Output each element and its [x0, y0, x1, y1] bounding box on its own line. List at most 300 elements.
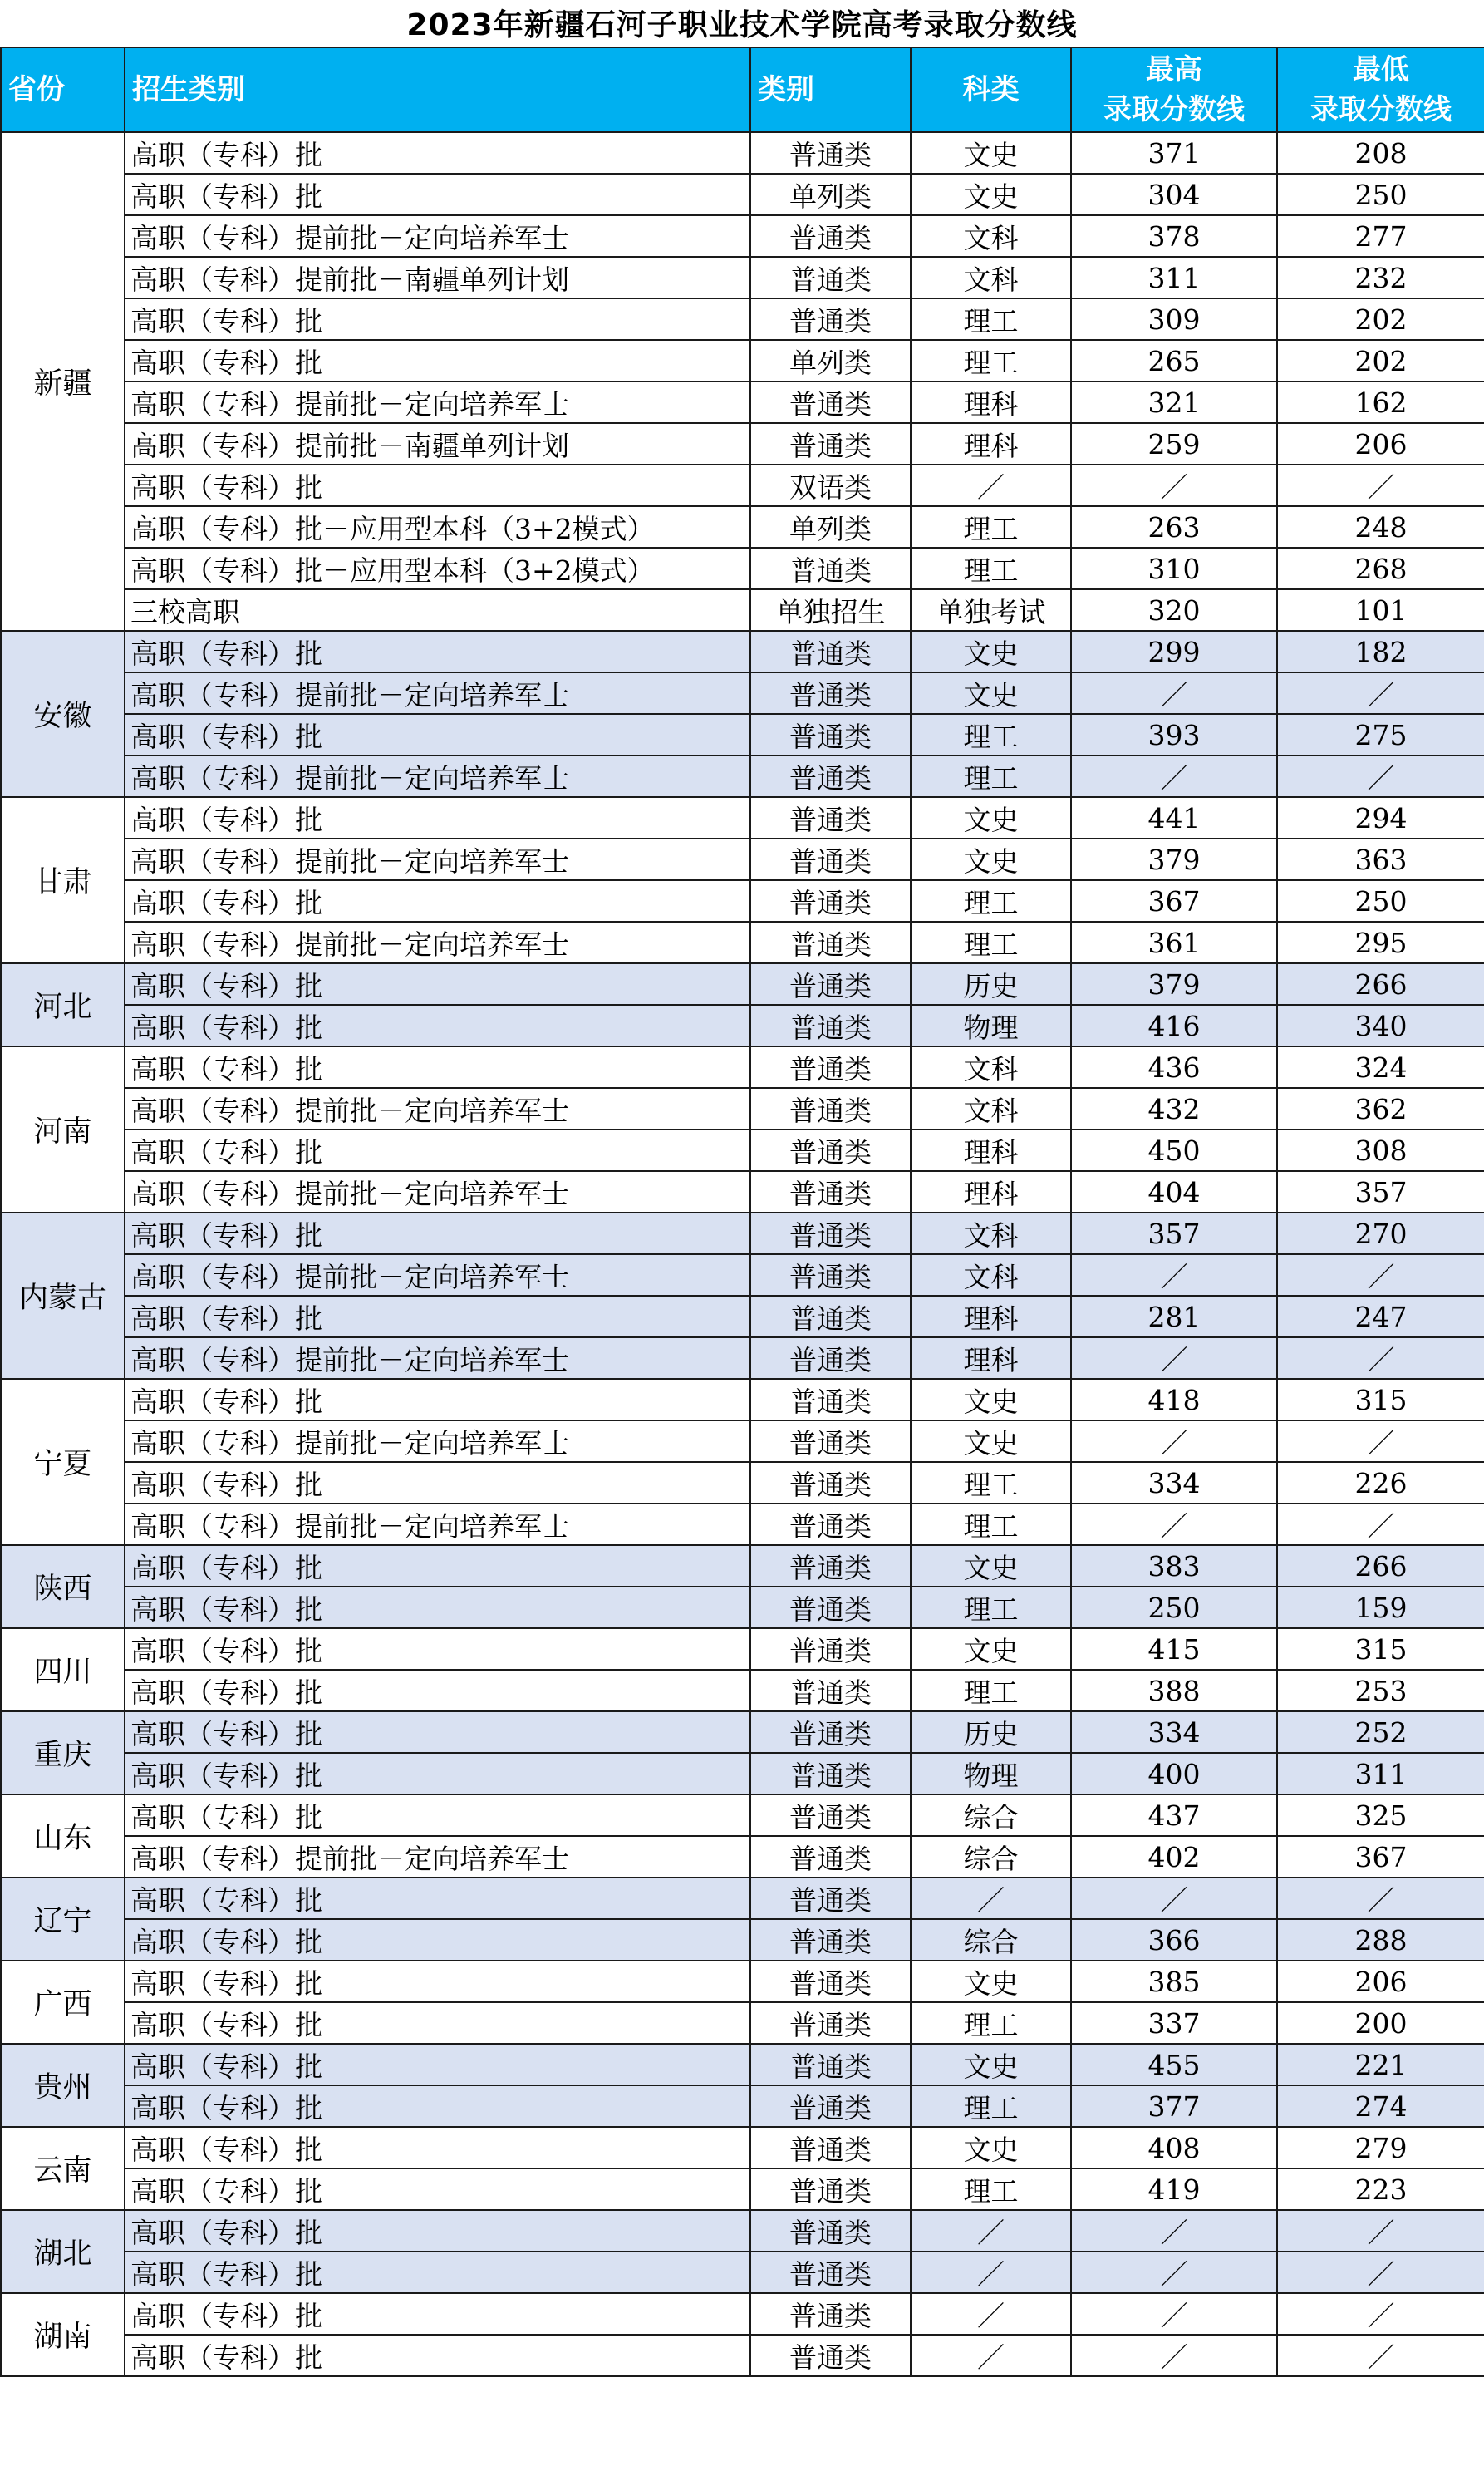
batch-cell: 高职（专科）批 [125, 2293, 750, 2335]
category-cell: 普通类 [750, 797, 911, 839]
max-score-cell: 402 [1071, 1836, 1277, 1878]
max-score-cell: 367 [1071, 880, 1277, 922]
category-cell: 普通类 [750, 2002, 911, 2044]
subject-cell: 文史 [911, 174, 1071, 215]
min-score-cell: 250 [1277, 880, 1484, 922]
subject-cell: 理工 [911, 880, 1071, 922]
table-row [1, 1878, 1484, 1919]
header-subject: 科类 [911, 47, 1071, 132]
table-row [1, 1088, 1484, 1130]
min-score-cell: ／ [1277, 756, 1484, 797]
min-score-cell: 253 [1277, 1670, 1484, 1711]
batch-cell: 高职（专科）批 [125, 1379, 750, 1420]
category-cell: 普通类 [750, 2168, 911, 2210]
batch-cell: 高职（专科）批 [125, 2044, 750, 2085]
category-cell: 单独招生 [750, 589, 911, 631]
table-row [1, 672, 1484, 714]
subject-cell: 综合 [911, 1919, 1071, 1961]
province-cell: 安徽 [1, 631, 125, 797]
subject-cell: 历史 [911, 963, 1071, 1005]
subject-cell: 理工 [911, 1587, 1071, 1628]
subject-cell: 文科 [911, 1213, 1071, 1254]
max-score-cell: 259 [1071, 423, 1277, 465]
subject-cell: 物理 [911, 1753, 1071, 1794]
table-row [1, 1919, 1484, 1961]
batch-cell: 高职（专科）提前批－定向培养军士 [125, 1836, 750, 1878]
min-score-cell: 324 [1277, 1046, 1484, 1088]
min-score-cell: 315 [1277, 1628, 1484, 1670]
batch-cell: 高职（专科）批 [125, 797, 750, 839]
category-cell: 普通类 [750, 1794, 911, 1836]
max-score-cell: 334 [1071, 1711, 1277, 1753]
min-score-cell: 247 [1277, 1296, 1484, 1337]
batch-cell: 高职（专科）批 [125, 1794, 750, 1836]
min-score-cell: ／ [1277, 2335, 1484, 2376]
category-cell: 普通类 [750, 880, 911, 922]
batch-cell: 高职（专科）批 [125, 1296, 750, 1337]
max-score-cell: 310 [1071, 548, 1277, 589]
subject-cell: 理科 [911, 423, 1071, 465]
table-row [1, 340, 1484, 381]
table-row [1, 215, 1484, 257]
table-row [1, 465, 1484, 506]
province-cell: 甘肃 [1, 797, 125, 963]
max-score-cell: 377 [1071, 2085, 1277, 2127]
category-cell: 普通类 [750, 132, 911, 174]
table-row [1, 2252, 1484, 2293]
table-row [1, 381, 1484, 423]
max-score-cell: ／ [1071, 2335, 1277, 2376]
table-row [1, 2044, 1484, 2085]
min-score-cell: 315 [1277, 1379, 1484, 1420]
min-score-cell: 325 [1277, 1794, 1484, 1836]
min-score-cell: 363 [1277, 839, 1484, 880]
category-cell: 普通类 [750, 1670, 911, 1711]
min-score-cell: 200 [1277, 2002, 1484, 2044]
min-score-cell: ／ [1277, 1878, 1484, 1919]
category-cell: 普通类 [750, 839, 911, 880]
table-row [1, 1005, 1484, 1046]
max-score-cell: 383 [1071, 1545, 1277, 1587]
table-row [1, 2210, 1484, 2252]
subject-cell: 理工 [911, 922, 1071, 963]
table-row [1, 1587, 1484, 1628]
table-row [1, 631, 1484, 672]
batch-cell: 高职（专科）批 [125, 1711, 750, 1753]
max-score-cell: 265 [1071, 340, 1277, 381]
category-cell: 普通类 [750, 1711, 911, 1753]
max-score-cell: ／ [1071, 1504, 1277, 1545]
table-row [1, 1711, 1484, 1753]
table-row [1, 1794, 1484, 1836]
min-score-cell: 206 [1277, 423, 1484, 465]
table-row [1, 756, 1484, 797]
subject-cell: 文史 [911, 132, 1071, 174]
category-cell: 单列类 [750, 174, 911, 215]
max-score-cell: 334 [1071, 1462, 1277, 1504]
subject-cell: ／ [911, 2210, 1071, 2252]
province-cell: 辽宁 [1, 1878, 125, 1961]
table-row [1, 2002, 1484, 2044]
subject-cell: 理工 [911, 1504, 1071, 1545]
max-score-cell: 455 [1071, 2044, 1277, 2085]
batch-cell: 高职（专科）批 [125, 2252, 750, 2293]
batch-cell: 高职（专科）提前批－南疆单列计划 [125, 257, 750, 298]
table-row [1, 1046, 1484, 1088]
batch-cell: 高职（专科）批 [125, 1919, 750, 1961]
batch-cell: 高职（专科）批 [125, 1587, 750, 1628]
min-score-cell: 275 [1277, 714, 1484, 756]
category-cell: 普通类 [750, 1753, 911, 1794]
batch-cell: 高职（专科）批 [125, 2127, 750, 2168]
subject-cell: 文史 [911, 1545, 1071, 1587]
table-row [1, 2127, 1484, 2168]
max-score-cell: 441 [1071, 797, 1277, 839]
max-score-cell: 432 [1071, 1088, 1277, 1130]
max-score-cell: 263 [1071, 506, 1277, 548]
table-row [1, 1296, 1484, 1337]
category-cell: 普通类 [750, 1254, 911, 1296]
subject-cell: ／ [911, 2293, 1071, 2335]
subject-cell: 文史 [911, 672, 1071, 714]
batch-cell: 高职（专科）提前批－定向培养军士 [125, 1337, 750, 1379]
category-cell: 普通类 [750, 1005, 911, 1046]
subject-cell: 理工 [911, 548, 1071, 589]
table-row [1, 548, 1484, 589]
batch-cell: 高职（专科）批 [125, 1046, 750, 1088]
table-body [1, 132, 1484, 2376]
min-score-cell: 367 [1277, 1836, 1484, 1878]
max-score-cell: 415 [1071, 1628, 1277, 1670]
table-row [1, 1254, 1484, 1296]
subject-cell: 理工 [911, 756, 1071, 797]
min-score-cell: ／ [1277, 1254, 1484, 1296]
max-score-cell: 281 [1071, 1296, 1277, 1337]
table-header [1, 47, 1484, 132]
batch-cell: 高职（专科）批 [125, 1753, 750, 1794]
batch-cell: 高职（专科）提前批－定向培养军士 [125, 756, 750, 797]
batch-cell: 高职（专科）提前批－定向培养军士 [125, 215, 750, 257]
batch-cell: 高职（专科）批 [125, 340, 750, 381]
min-score-cell: ／ [1277, 2252, 1484, 2293]
batch-cell: 高职（专科）批 [125, 2335, 750, 2376]
subject-cell: 理工 [911, 2085, 1071, 2127]
max-score-cell: ／ [1071, 1337, 1277, 1379]
min-score-cell: 159 [1277, 1587, 1484, 1628]
min-score-cell: ／ [1277, 465, 1484, 506]
table-row [1, 880, 1484, 922]
batch-cell: 高职（专科）批 [125, 1213, 750, 1254]
subject-cell: 文史 [911, 797, 1071, 839]
subject-cell: 综合 [911, 1794, 1071, 1836]
min-score-cell: ／ [1277, 2293, 1484, 2335]
subject-cell: 文科 [911, 1254, 1071, 1296]
batch-cell: 高职（专科）提前批－定向培养军士 [125, 1088, 750, 1130]
subject-cell: 文史 [911, 1961, 1071, 2002]
category-cell: 普通类 [750, 756, 911, 797]
province-cell: 内蒙古 [1, 1213, 125, 1379]
min-score-cell: 221 [1277, 2044, 1484, 2085]
subject-cell: 文史 [911, 839, 1071, 880]
province-cell: 宁夏 [1, 1379, 125, 1545]
subject-cell: 文史 [911, 1628, 1071, 1670]
max-score-cell: 250 [1071, 1587, 1277, 1628]
subject-cell: 物理 [911, 1005, 1071, 1046]
min-score-cell: ／ [1277, 1504, 1484, 1545]
max-score-cell: ／ [1071, 1420, 1277, 1462]
min-score-cell: 202 [1277, 298, 1484, 340]
max-score-cell: 371 [1071, 132, 1277, 174]
table-row [1, 1753, 1484, 1794]
category-cell: 普通类 [750, 1130, 911, 1171]
min-score-cell: ／ [1277, 2210, 1484, 2252]
batch-cell: 高职（专科）提前批－定向培养军士 [125, 1254, 750, 1296]
min-score-cell: 202 [1277, 340, 1484, 381]
subject-cell: 文史 [911, 631, 1071, 672]
table-row [1, 922, 1484, 963]
subject-cell: 文史 [911, 2127, 1071, 2168]
subject-cell: ／ [911, 1878, 1071, 1919]
category-cell: 普通类 [750, 1462, 911, 1504]
max-score-cell: 404 [1071, 1171, 1277, 1213]
category-cell: 双语类 [750, 465, 911, 506]
category-cell: 普通类 [750, 298, 911, 340]
subject-cell: 理科 [911, 1296, 1071, 1337]
table-row [1, 1836, 1484, 1878]
min-score-cell: ／ [1277, 1420, 1484, 1462]
max-score-cell: 304 [1071, 174, 1277, 215]
min-score-cell: 162 [1277, 381, 1484, 423]
subject-cell: 历史 [911, 1711, 1071, 1753]
subject-cell: ／ [911, 2252, 1071, 2293]
min-score-cell: 274 [1277, 2085, 1484, 2127]
subject-cell: 理科 [911, 381, 1071, 423]
category-cell: 普通类 [750, 423, 911, 465]
batch-cell: 高职（专科）批 [125, 880, 750, 922]
subject-cell: 文科 [911, 257, 1071, 298]
table-row [1, 1462, 1484, 1504]
category-cell: 单列类 [750, 340, 911, 381]
admission-score-table [0, 47, 1484, 2377]
min-score-cell: 357 [1277, 1171, 1484, 1213]
header-max-line1: 最高 [1146, 53, 1202, 86]
batch-cell: 高职（专科）批 [125, 1670, 750, 1711]
max-score-cell: 388 [1071, 1670, 1277, 1711]
subject-cell: 单独考试 [911, 589, 1071, 631]
batch-cell: 高职（专科）提前批－南疆单列计划 [125, 423, 750, 465]
max-score-cell: 385 [1071, 1961, 1277, 2002]
batch-cell: 高职（专科）提前批－定向培养军士 [125, 922, 750, 963]
subject-cell: 理科 [911, 1130, 1071, 1171]
subject-cell: 文史 [911, 1379, 1071, 1420]
min-score-cell: 252 [1277, 1711, 1484, 1753]
min-score-cell: 362 [1277, 1088, 1484, 1130]
batch-cell: 高职（专科）批 [125, 465, 750, 506]
batch-cell: 高职（专科）批 [125, 2210, 750, 2252]
subject-cell: 文科 [911, 1088, 1071, 1130]
header-max-line2: 录取分数线 [1103, 93, 1245, 126]
batch-cell: 高职（专科）批 [125, 2085, 750, 2127]
batch-cell: 高职（专科）批 [125, 1545, 750, 1587]
header-min-score [1277, 47, 1484, 132]
max-score-cell: 366 [1071, 1919, 1277, 1961]
category-cell: 普通类 [750, 1628, 911, 1670]
batch-cell: 高职（专科）批 [125, 1462, 750, 1504]
min-score-cell: 250 [1277, 174, 1484, 215]
batch-cell: 高职（专科）批 [125, 2168, 750, 2210]
batch-cell: 高职（专科）提前批－定向培养军士 [125, 839, 750, 880]
subject-cell: 文科 [911, 215, 1071, 257]
table-row [1, 257, 1484, 298]
batch-cell: 高职（专科）批 [125, 1961, 750, 2002]
table-row [1, 132, 1484, 174]
max-score-cell: 450 [1071, 1130, 1277, 1171]
subject-cell: 理工 [911, 1462, 1071, 1504]
max-score-cell: 379 [1071, 963, 1277, 1005]
min-score-cell: ／ [1277, 672, 1484, 714]
min-score-cell: 223 [1277, 2168, 1484, 2210]
header-row [1, 47, 1484, 132]
category-cell: 普通类 [750, 963, 911, 1005]
category-cell: 普通类 [750, 2210, 911, 2252]
max-score-cell: ／ [1071, 2293, 1277, 2335]
table-row [1, 1379, 1484, 1420]
table-row [1, 1670, 1484, 1711]
table-row [1, 1213, 1484, 1254]
category-cell: 普通类 [750, 215, 911, 257]
category-cell: 普通类 [750, 1587, 911, 1628]
table-row [1, 298, 1484, 340]
category-cell: 普通类 [750, 1919, 911, 1961]
min-score-cell: ／ [1277, 1337, 1484, 1379]
category-cell: 普通类 [750, 2127, 911, 2168]
category-cell: 普通类 [750, 2252, 911, 2293]
table-row [1, 963, 1484, 1005]
min-score-cell: 206 [1277, 1961, 1484, 2002]
batch-cell: 高职（专科）提前批－定向培养军士 [125, 1171, 750, 1213]
table-row [1, 1130, 1484, 1171]
category-cell: 普通类 [750, 2293, 911, 2335]
table-row [1, 1337, 1484, 1379]
max-score-cell: 400 [1071, 1753, 1277, 1794]
header-min-line2: 录取分数线 [1310, 93, 1452, 126]
category-cell: 普通类 [750, 1504, 911, 1545]
subject-cell: 综合 [911, 1836, 1071, 1878]
table-row [1, 839, 1484, 880]
subject-cell: 理工 [911, 2002, 1071, 2044]
min-score-cell: 340 [1277, 1005, 1484, 1046]
min-score-cell: 268 [1277, 548, 1484, 589]
category-cell: 普通类 [750, 672, 911, 714]
category-cell: 普通类 [750, 922, 911, 963]
table-row [1, 1961, 1484, 2002]
max-score-cell: 337 [1071, 2002, 1277, 2044]
header-batch: 招生类别 [125, 47, 750, 132]
batch-cell: 高职（专科）批 [125, 1878, 750, 1919]
subject-cell: ／ [911, 465, 1071, 506]
category-cell: 普通类 [750, 1088, 911, 1130]
min-score-cell: 295 [1277, 922, 1484, 963]
table-row [1, 1171, 1484, 1213]
min-score-cell: 279 [1277, 2127, 1484, 2168]
max-score-cell: ／ [1071, 1878, 1277, 1919]
min-score-cell: 270 [1277, 1213, 1484, 1254]
subject-cell: 文史 [911, 1420, 1071, 1462]
header-max-score [1071, 47, 1277, 132]
min-score-cell: 266 [1277, 1545, 1484, 1587]
max-score-cell: ／ [1071, 1254, 1277, 1296]
category-cell: 普通类 [750, 1337, 911, 1379]
min-score-cell: 248 [1277, 506, 1484, 548]
category-cell: 普通类 [750, 1878, 911, 1919]
batch-cell: 高职（专科）批 [125, 963, 750, 1005]
category-cell: 单列类 [750, 506, 911, 548]
subject-cell: 理工 [911, 298, 1071, 340]
header-province: 省份 [1, 47, 125, 132]
min-score-cell: 226 [1277, 1462, 1484, 1504]
subject-cell: 理工 [911, 1670, 1071, 1711]
province-cell: 贵州 [1, 2044, 125, 2127]
header-min-line1: 最低 [1353, 53, 1409, 86]
batch-cell: 高职（专科）批 [125, 174, 750, 215]
subject-cell: 理工 [911, 506, 1071, 548]
subject-cell: 理工 [911, 340, 1071, 381]
max-score-cell: 379 [1071, 839, 1277, 880]
table-row [1, 174, 1484, 215]
batch-cell: 高职（专科）批 [125, 298, 750, 340]
batch-cell: 高职（专科）批 [125, 714, 750, 756]
max-score-cell: 309 [1071, 298, 1277, 340]
table-row [1, 423, 1484, 465]
subject-cell: 文史 [911, 2044, 1071, 2085]
min-score-cell: 288 [1277, 1919, 1484, 1961]
max-score-cell: 361 [1071, 922, 1277, 963]
category-cell: 普通类 [750, 631, 911, 672]
batch-cell: 高职（专科）批 [125, 1628, 750, 1670]
table-row [1, 2293, 1484, 2335]
max-score-cell: 416 [1071, 1005, 1277, 1046]
table-row [1, 2168, 1484, 2210]
province-cell: 四川 [1, 1628, 125, 1711]
max-score-cell: 321 [1071, 381, 1277, 423]
batch-cell: 高职（专科）提前批－定向培养军士 [125, 381, 750, 423]
batch-cell: 高职（专科）提前批－定向培养军士 [125, 1504, 750, 1545]
batch-cell: 高职（专科）提前批－定向培养军士 [125, 672, 750, 714]
category-cell: 普通类 [750, 1420, 911, 1462]
category-cell: 普通类 [750, 1545, 911, 1587]
province-cell: 山东 [1, 1794, 125, 1878]
max-score-cell: ／ [1071, 2210, 1277, 2252]
table-row [1, 2335, 1484, 2376]
batch-cell: 高职（专科）批－应用型本科（3+2模式） [125, 548, 750, 589]
subject-cell: 理科 [911, 1171, 1071, 1213]
batch-cell: 高职（专科）批 [125, 1005, 750, 1046]
table-row [1, 589, 1484, 631]
province-cell: 重庆 [1, 1711, 125, 1794]
min-score-cell: 208 [1277, 132, 1484, 174]
province-cell: 湖北 [1, 2210, 125, 2293]
min-score-cell: 182 [1277, 631, 1484, 672]
max-score-cell: 408 [1071, 2127, 1277, 2168]
min-score-cell: 294 [1277, 797, 1484, 839]
table-row [1, 1504, 1484, 1545]
province-cell: 湖南 [1, 2293, 125, 2376]
batch-cell: 高职（专科）批 [125, 631, 750, 672]
table-row [1, 1628, 1484, 1670]
category-cell: 普通类 [750, 548, 911, 589]
category-cell: 普通类 [750, 1171, 911, 1213]
min-score-cell: 101 [1277, 589, 1484, 631]
